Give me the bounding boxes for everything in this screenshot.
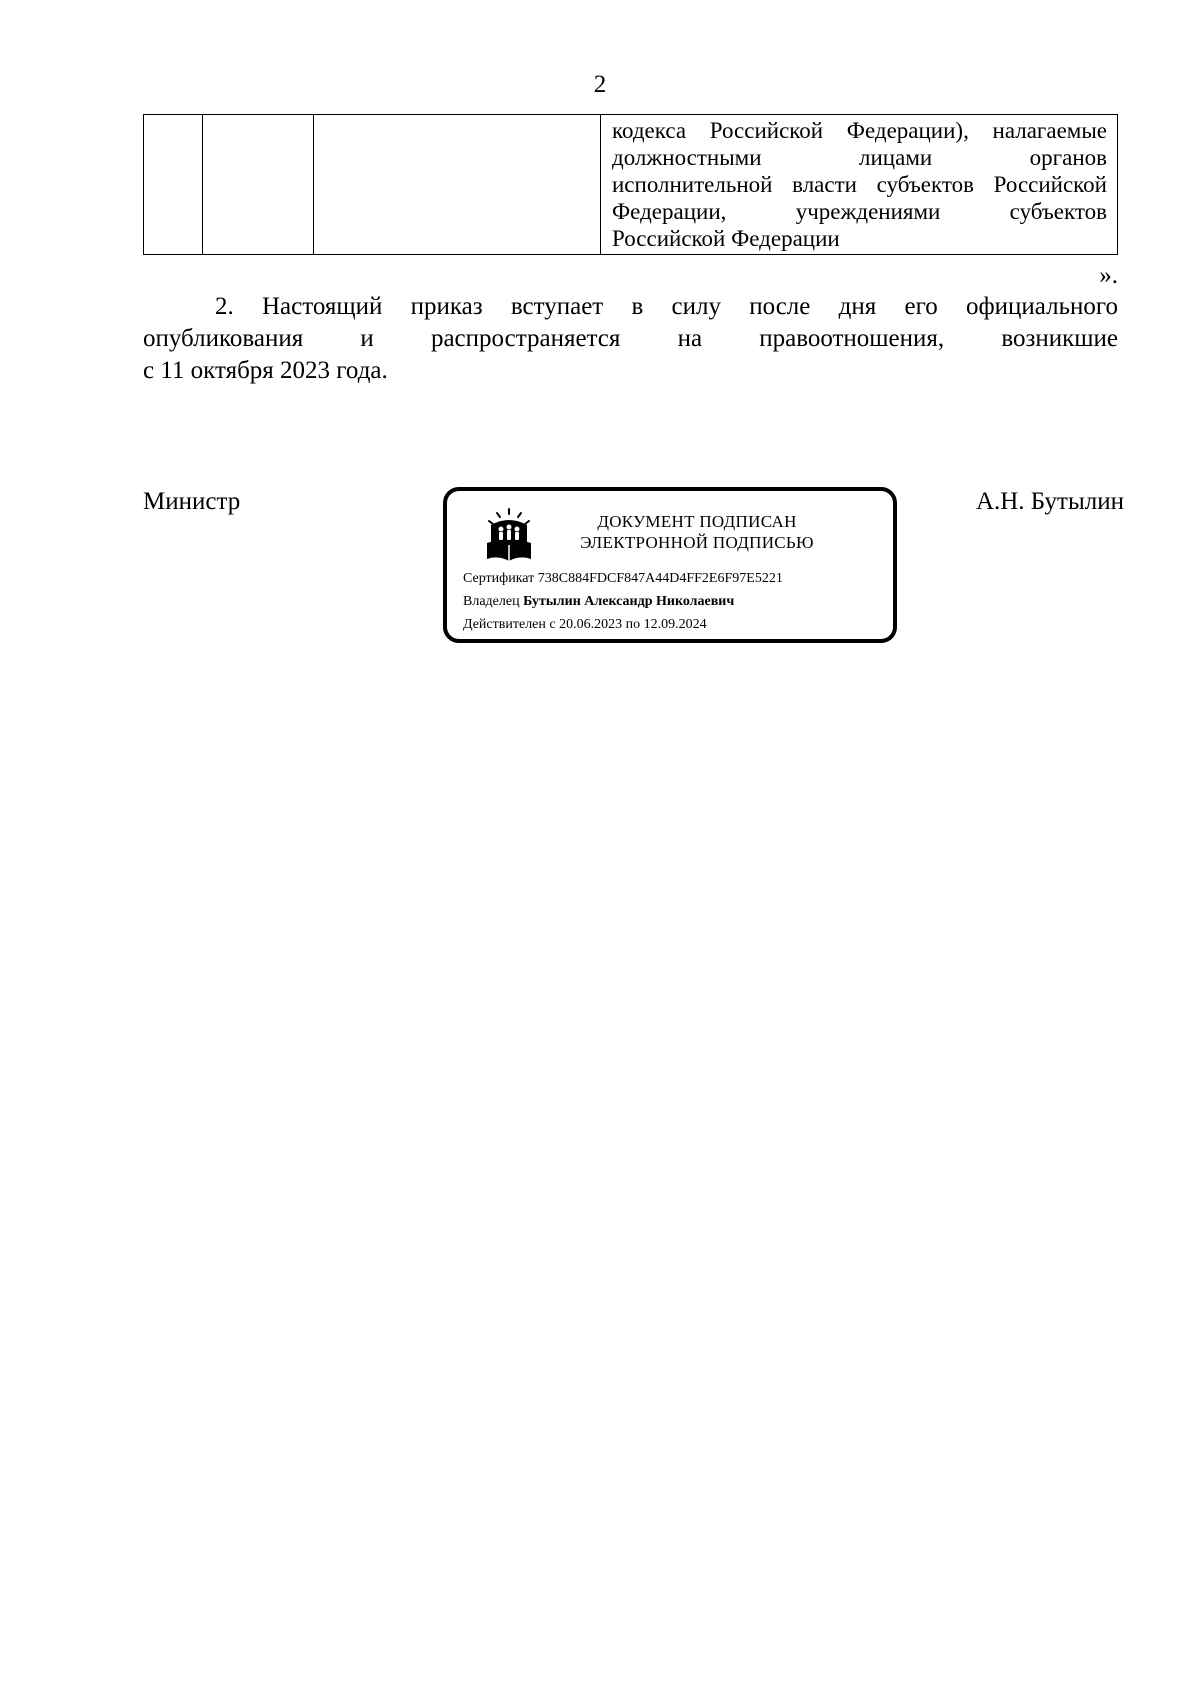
stamp-owner-label: Владелец — [463, 594, 520, 609]
closing-quote: ». — [1099, 262, 1118, 289]
continuation-table — [143, 114, 1118, 255]
stamp-title-line: ЭЛЕКТРОННОЙ ПОДПИСЬЮ — [580, 533, 814, 552]
stamp-valid-to-label: по — [625, 617, 641, 632]
stamp-valid-to: 12.09.2024 — [643, 617, 707, 632]
signatory-role: Министр — [143, 488, 241, 515]
stamp-validity — [463, 616, 707, 634]
table-cell-text — [601, 115, 1118, 255]
stamp-valid-from-label: с — [549, 617, 556, 632]
table-cell-line: Российской Федерации — [612, 226, 840, 251]
table-row — [144, 115, 1118, 255]
paragraph-line: с 11 октября 2023 года. — [143, 357, 388, 384]
table-cell-empty-3 — [314, 115, 601, 255]
table-cell-line: должностными лицами органов — [612, 145, 1107, 170]
signatory-name: А.Н. Бутылин — [975, 488, 1124, 515]
table-cell-empty-2 — [203, 115, 314, 255]
table-cell-line: исполнительной власти субъектов Российской — [612, 172, 1107, 197]
stamp-owner — [463, 593, 734, 611]
stamp-certificate-label: Сертификат — [463, 571, 535, 586]
paragraph-line: 2. Настоящий приказ вступает в силу после дня его официального — [215, 293, 1118, 320]
page-number: 2 — [593, 71, 607, 98]
table-cell-empty-1 — [144, 115, 203, 255]
crest-emblem-icon — [483, 507, 535, 563]
electronic-signature-stamp — [443, 487, 897, 643]
stamp-valid-label: Действителен — [463, 617, 546, 632]
body-paragraph — [143, 291, 1118, 387]
stamp-valid-from: 20.06.2023 — [559, 617, 623, 632]
stamp-certificate-value: 738C884FDCF847A44D4FF2E6F97E5221 — [537, 571, 783, 586]
stamp-certificate — [463, 570, 783, 588]
stamp-title-line: ДОКУМЕНТ ПОДПИСАН — [597, 512, 797, 531]
table-cell-line: Федерации, учреждениями субъектов — [612, 199, 1107, 224]
paragraph-line: опубликования и распространяется на правоотношения, возникшие — [143, 325, 1118, 352]
stamp-title — [547, 511, 847, 553]
table-cell-line: кодекса Российской Федерации), налагаемые — [612, 118, 1107, 143]
stamp-owner-value: Бутылин Александр Николаевич — [523, 594, 735, 609]
